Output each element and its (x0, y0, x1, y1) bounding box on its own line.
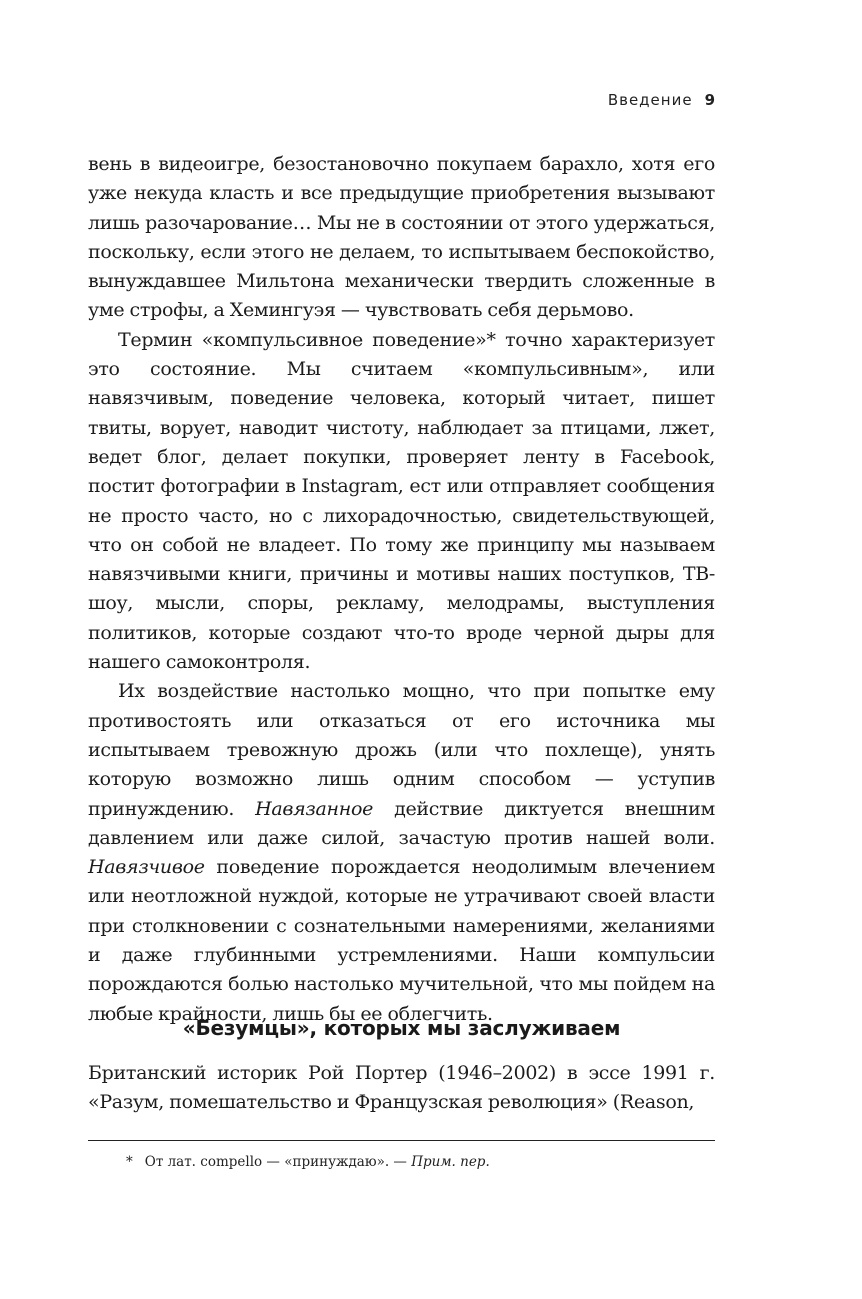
paragraph-1: вень в видеоигре, безостановочно покупаем барахло, хотя его уже некуда класть и все предыдущие приобретения вызывают лишь разочарование… Мы не в состоянии от этого удержаться, поскольку, если этого не делаем, то испытываем беспокойство, вынуждавшее Мильтона механически твердить сложенные в уме строфы, а Хемингуэя — чувствовать себя дерьмово. (88, 153, 715, 322)
section-paragraph: Британский историк Рой Портер (1946–2002) в эссе 1991 г. «Разум, помешательство и Французская революция» (Reason, (88, 1062, 715, 1114)
paragraph-3-part-a: Их воздействие настолько мощно, что при попытке ему противостоять или отказаться от его источника мы испытываем тревожную дрожь (или что похлеще), унять которую возможно лишь одним способом — уступив принуждению. (88, 680, 715, 820)
paragraph-3-part-b: действие диктуется внешним давлением или даже силой, зачастую против нашей воли. (88, 797, 715, 849)
paragraph-3 (88, 677, 715, 1029)
body-text (88, 150, 715, 1029)
emphasis-compulsive: Навязчивое (88, 856, 205, 879)
footnote-translator-note: Прим. пер. (411, 1154, 490, 1170)
footnote (126, 1154, 490, 1170)
emphasis-imposed: Навязанное (255, 797, 374, 820)
section-heading: «Безумцы», которых мы заслуживаем (182, 1016, 621, 1040)
page-number: 9 (704, 91, 715, 109)
running-head (608, 91, 715, 109)
running-head-section: Введение (607, 91, 693, 109)
paragraph-3-part-c: поведение порождается неодолимым влечением или неотложной нуждой, которые не утрачивают своей власти при столкновении с сознательными намерениями, желаниями и даже глубинными устремлениями. Наши компульсии порождаются болью настолько мучительной, что мы пойдем на любые крайности, лишь бы ее облегчить. (88, 856, 715, 1025)
paragraph-2: Термин «компульсивное поведение»* точно характеризует это состояние. Мы считаем «компульсивным», или навязчивым, поведение человека, который читает, пишет твиты, ворует, наводит чистоту, наблюдает за птицами, лжет, ведет блог, делает покупки, проверяет ленту в Facebook, постит фотографии в Instagram, ест или отправляет сообщения не просто часто, но с лихорадочностью, свидетельствующей, что он собой не владеет. По тому же принципу мы называем навязчивыми книги, причины и мотивы наших поступков, ТВ-шоу, мысли, споры, рекламу, мелодрамы, выступления политиков, которые создают что-то вроде черной дыры для нашего самоконтроля. (88, 328, 715, 674)
footnote-text: От лат. compello — «принуждаю». — (144, 1154, 412, 1170)
footnote-mark: * (126, 1154, 133, 1170)
footnote-divider (88, 1140, 715, 1141)
